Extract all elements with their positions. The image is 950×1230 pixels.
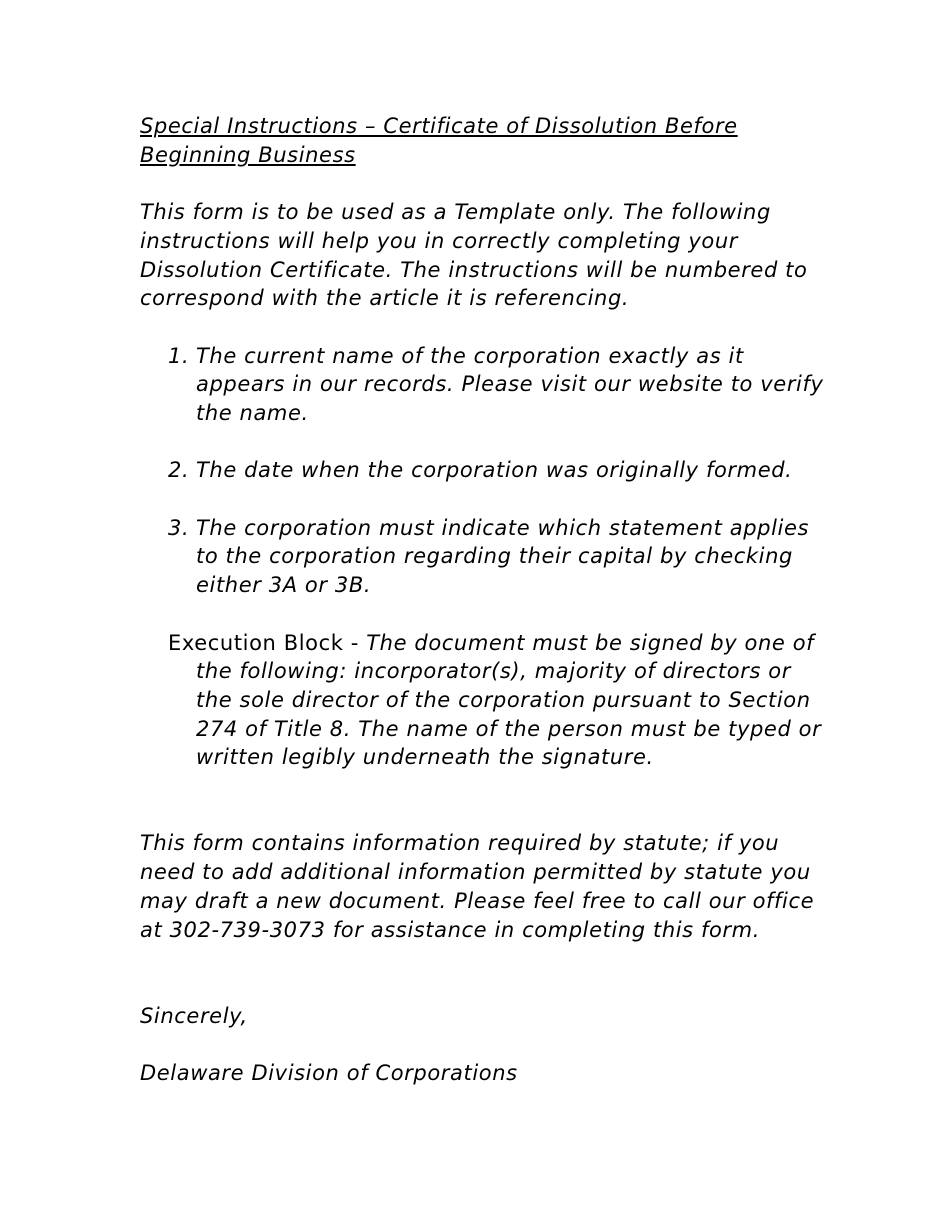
organization-name: Delaware Division of Corporations (140, 1061, 518, 1086)
list-item-number: 3. (168, 515, 190, 540)
list-item-text: The date when the corporation was originally formed. (196, 458, 793, 483)
document-heading: Special Instructions – Certificate of Dissolution Before Beginning Business (140, 114, 738, 167)
list-item (140, 514, 830, 600)
list-item-text: The corporation must indicate which statement applies to the corporation regarding their capital by checking either 3A or 3B. (196, 515, 810, 598)
instructions-document (140, 112, 830, 1088)
list-item-number: 1. (168, 343, 190, 368)
closing-paragraph: This form contains information required by statute; if you need to add additional information permitted by statute you may draft a new document. Please feel free to call our office at 302-739-3073 for assistance in completing this form. (140, 831, 815, 942)
list-item (140, 456, 830, 485)
signoff: Sincerely, (140, 1003, 248, 1028)
instructions-list (140, 342, 830, 600)
execution-block-text: The document must be signed by one of the following: incorporator(s), majority of directors or the sole director of the corporation pursuant to Section 274 of Title 8. The name of the person must be typed or written legibly underneath the signature. (196, 630, 822, 770)
list-item (140, 342, 830, 428)
execution-block-instruction (140, 629, 830, 773)
intro-paragraph: This form is to be used as a Template only. The following instructions will help you in correctly completing your Dissolution Certificate. The instructions will be numbered to correspond with the article it is referencing. (140, 200, 808, 311)
list-item-number: 2. (168, 458, 190, 483)
list-item-text: The current name of the corporation exactly as it appears in our records. Please visit our website to verify the name. (196, 343, 824, 425)
execution-block-term: Execution Block - (168, 630, 359, 655)
